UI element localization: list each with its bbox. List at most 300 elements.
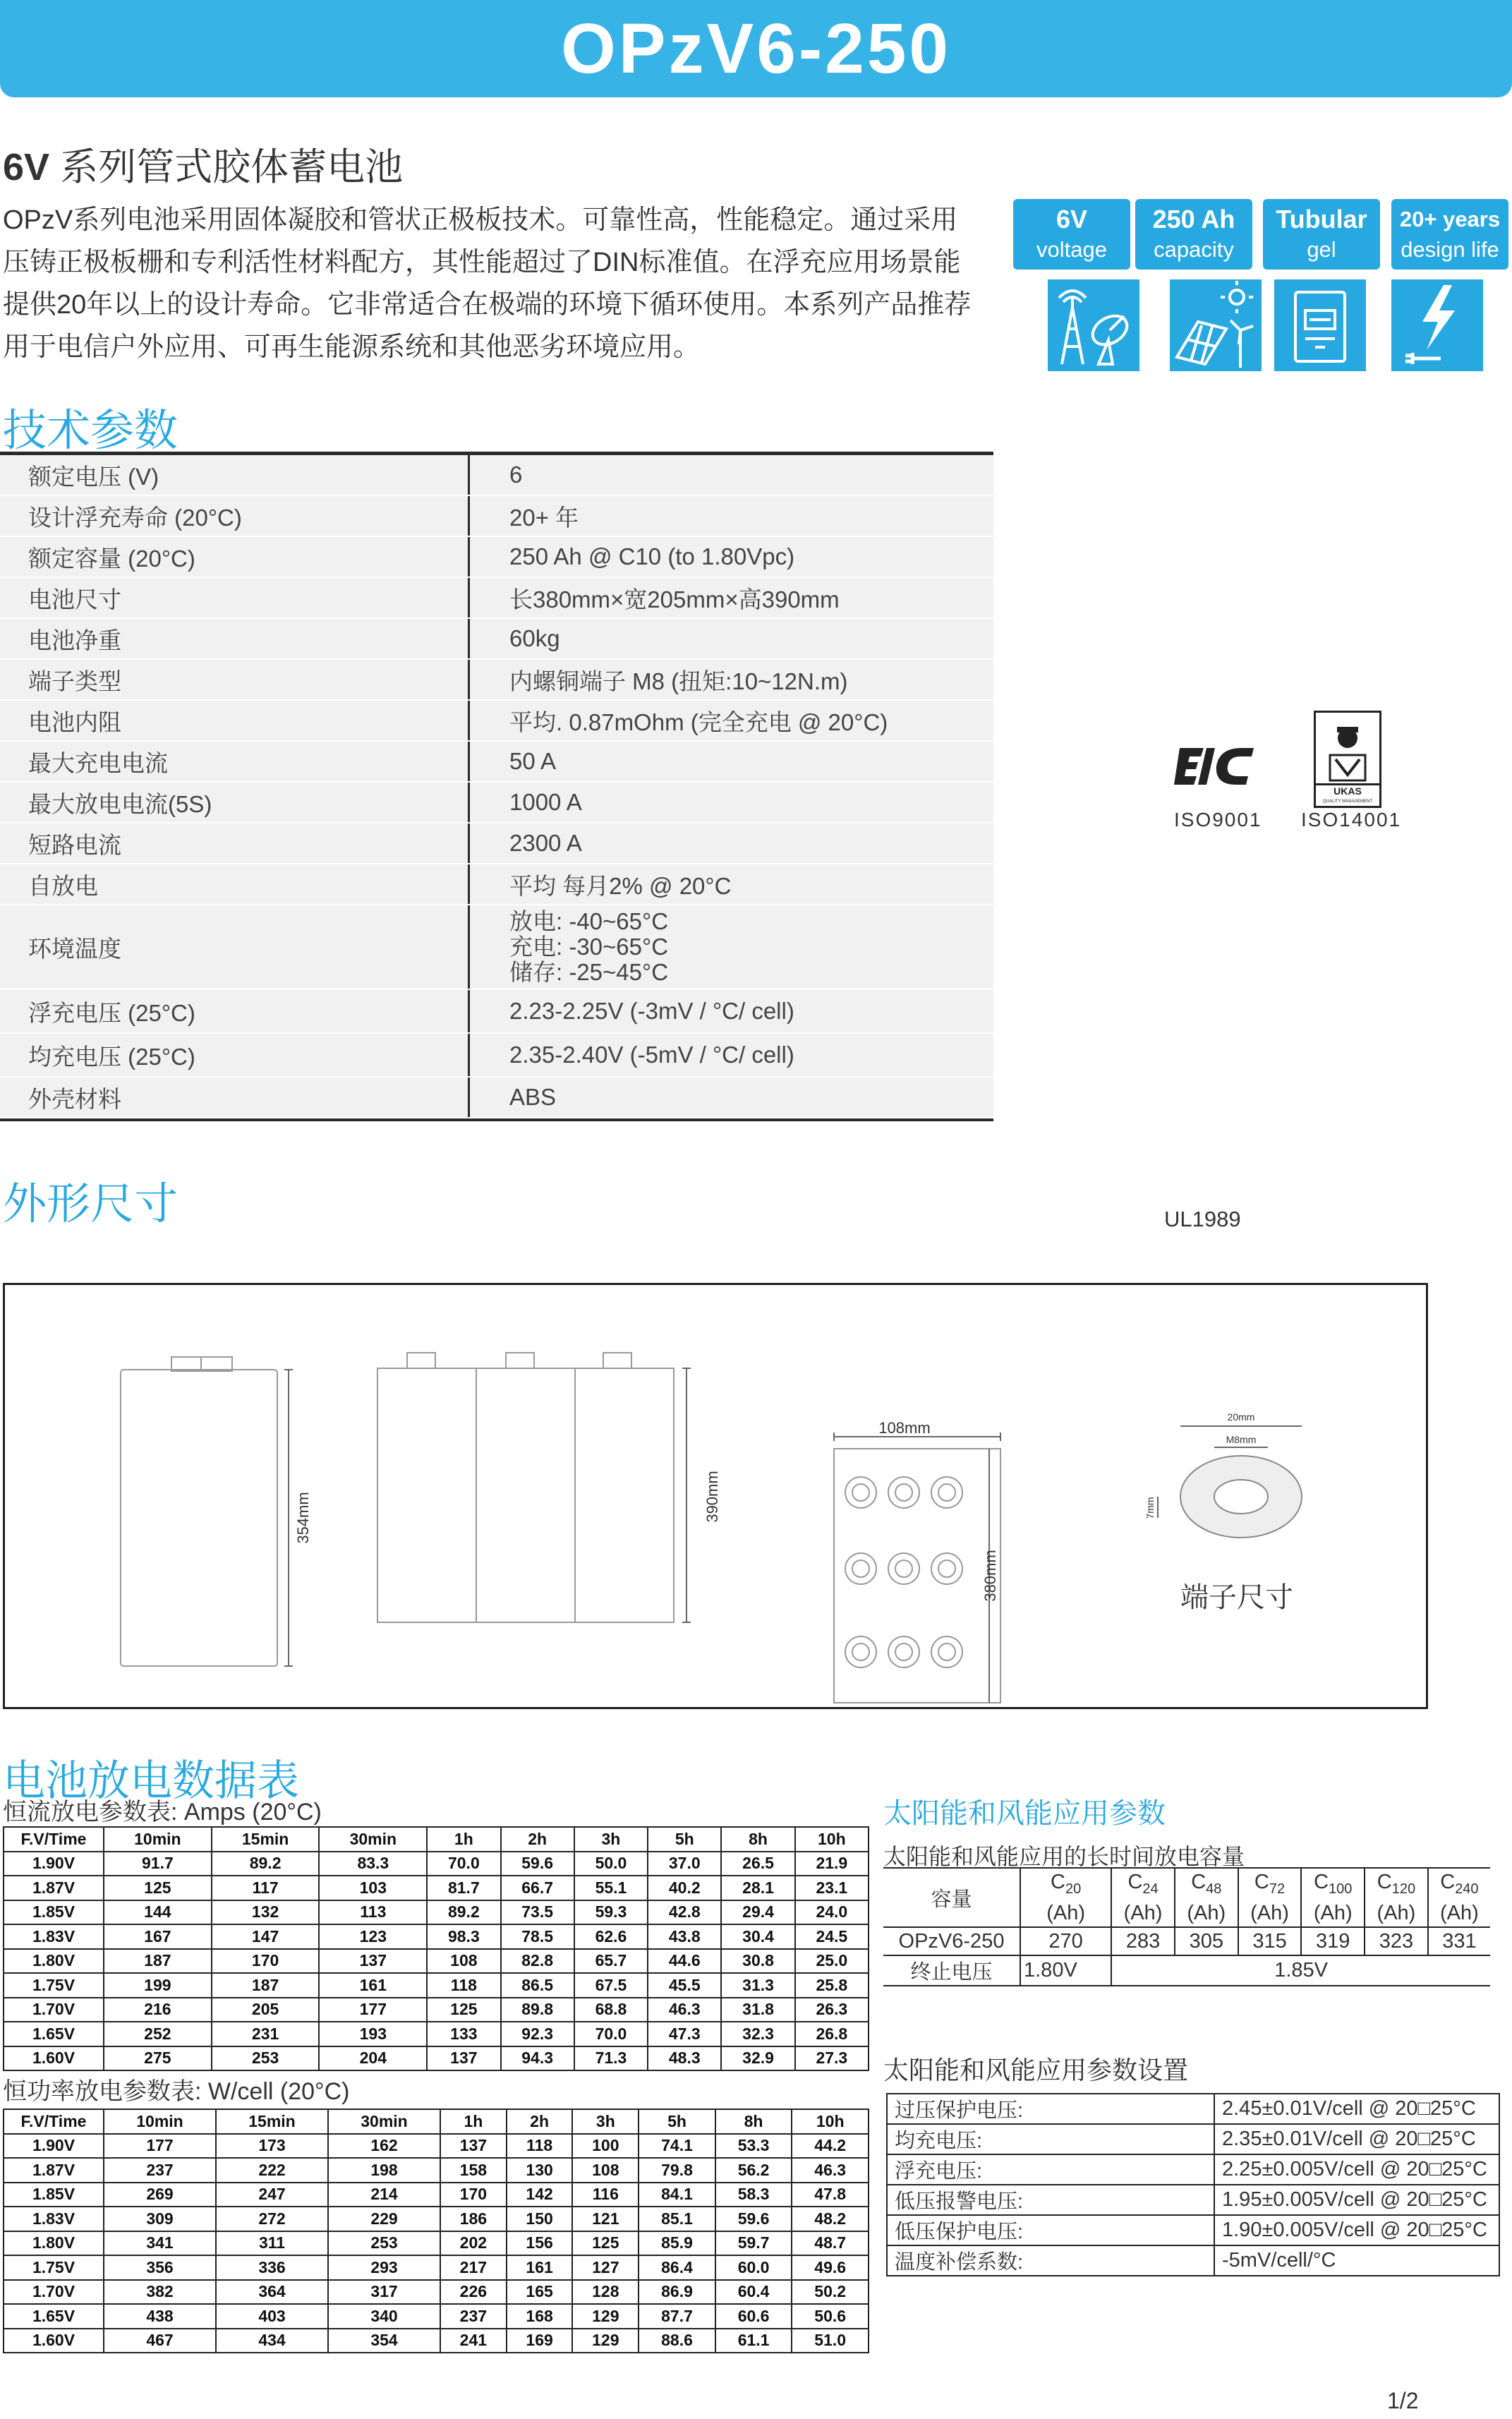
ukas-logo — [1314, 711, 1381, 808]
spec-value: 2.35-2.40V (-5mV / °C/ cell) — [509, 1042, 794, 1068]
setting-key: 温度补偿系数: — [887, 2245, 1214, 2276]
cell: 1.90V — [4, 2134, 104, 2159]
cell: 70.0 — [574, 2022, 648, 2046]
col-c24 — [1111, 1868, 1175, 1927]
cell: 144 — [104, 1900, 212, 1925]
col-header: 15min — [212, 1827, 320, 1852]
spec-key: 电池内阻 — [0, 701, 470, 740]
spec-key: 电池净重 — [0, 619, 470, 658]
cell: 48.3 — [648, 2046, 721, 2071]
cell: 73.5 — [501, 1900, 574, 1925]
col-c100 — [1301, 1868, 1365, 1927]
cell: 65.7 — [574, 1949, 648, 1974]
cell: 1.70V — [4, 2280, 104, 2305]
cell: 78.5 — [501, 1924, 574, 1949]
spec-row-max-charge — [0, 742, 993, 783]
col-sub: 20 — [1065, 1881, 1082, 1897]
cell: 253 — [212, 2046, 320, 2071]
table-row — [887, 2245, 1499, 2276]
height-390-label: 390mm — [703, 1471, 721, 1523]
col-c: C — [1127, 1871, 1143, 1894]
col-header: 30min — [328, 2109, 440, 2134]
cell: 161 — [507, 2255, 573, 2280]
col-sub: 72 — [1269, 1881, 1286, 1897]
end-voltage-rest: 1.85V — [1111, 1955, 1490, 1986]
cell: 293 — [328, 2255, 440, 2280]
battery-side-view — [377, 1368, 476, 1622]
cell: 269 — [104, 2183, 216, 2207]
col-header: 3h — [574, 1827, 648, 1852]
cell: 309 — [104, 2207, 216, 2231]
table-row — [4, 1924, 869, 1949]
col-c120 — [1365, 1868, 1428, 1927]
spec-row-resistance — [0, 701, 993, 742]
cell: 1.65V — [4, 2022, 104, 2046]
cell: 331 — [1428, 1927, 1490, 1955]
page-title: OPzV6-250 — [561, 9, 951, 88]
table-row — [883, 1955, 1490, 1986]
cell: 60.4 — [715, 2280, 792, 2305]
cell: 137 — [319, 1949, 427, 1974]
col-header: 1h — [440, 2109, 507, 2134]
col-header: 3h — [572, 2109, 639, 2134]
width-108-label: 108mm — [878, 1419, 931, 1437]
badge-capacity — [1135, 199, 1252, 270]
table-row — [4, 2255, 869, 2280]
col-header: 10min — [104, 1827, 212, 1852]
cell: 125 — [104, 1876, 212, 1900]
cell: 92.3 — [501, 2022, 574, 2046]
spec-value-temperature — [470, 905, 993, 989]
cell: 168 — [507, 2304, 573, 2329]
cell: 202 — [440, 2231, 507, 2256]
cell: 270 — [1020, 1927, 1111, 1955]
cell: 28.1 — [721, 1876, 794, 1900]
cell: 100 — [572, 2134, 639, 2159]
cell: 83.3 — [319, 1852, 427, 1876]
table-row — [887, 2215, 1499, 2245]
cell: 50.0 — [574, 1852, 648, 1876]
col-header: F.V/Time — [4, 2109, 104, 2134]
cell: 23.1 — [795, 1876, 869, 1900]
badge-voltage-label: voltage — [1036, 237, 1107, 262]
col-unit: (Ah) — [1187, 1901, 1226, 1924]
terminal-outer-label: 20mm — [1227, 1411, 1255, 1423]
spec-key: 端子类型 — [0, 660, 470, 699]
spec-key: 环境温度 — [0, 905, 470, 989]
cell: 156 — [507, 2231, 573, 2256]
table-header-row — [883, 1868, 1490, 1927]
badge-voltage — [1013, 199, 1130, 270]
cell: 43.8 — [648, 1924, 721, 1949]
settings-table — [886, 2093, 1500, 2276]
table-row — [4, 2304, 869, 2329]
cell: 147 — [212, 1924, 320, 1949]
cell: 125 — [427, 1998, 500, 2022]
col-header: 15min — [216, 2109, 328, 2134]
ukas-sub: QUALITY MANAGEMENT — [1322, 800, 1373, 804]
cell: 216 — [104, 1998, 212, 2022]
col-c: C — [1440, 1871, 1456, 1894]
cell: 169 — [507, 2329, 573, 2353]
temp-charge: 充电: -30~65°C — [509, 934, 669, 960]
col-header: 8h — [715, 2109, 792, 2134]
cell: 272 — [216, 2207, 328, 2231]
cell: 85.1 — [639, 2207, 715, 2231]
cell: 237 — [440, 2304, 507, 2329]
cell: 253 — [328, 2231, 440, 2256]
ul-label: UL1989 — [1164, 1207, 1241, 1231]
cell: 205 — [212, 1998, 320, 2022]
spec-value: 50 A — [509, 748, 557, 774]
cell: 158 — [440, 2158, 507, 2183]
cell: 150 — [507, 2207, 573, 2231]
cell: 1.60V — [4, 2329, 104, 2353]
col-c72 — [1238, 1868, 1302, 1927]
cell: 86.5 — [501, 1973, 574, 1998]
cell: 317 — [328, 2280, 440, 2305]
intro-paragraph: OPzV系列电池采用固体凝胶和管状正极板技术。可靠性高，性能稳定。通过采用压铸正极板栅和专利活性材料配方，其性能超过了DIN标准值。在浮充应用场景能提供20年以上的设计寿命。它非常适合在极端的环境下循环使用。本系列产品推荐用于电信户外应用、可再生能源系统和其他恶劣环境应用。 — [3, 205, 972, 362]
col-c240 — [1428, 1868, 1490, 1927]
spec-row-float — [0, 990, 993, 1034]
cell: 354 — [328, 2329, 440, 2353]
spec-row-max-discharge — [0, 783, 993, 824]
cell: 198 — [328, 2158, 440, 2183]
cell: 61.1 — [715, 2329, 792, 2353]
cell: 53.3 — [715, 2134, 792, 2159]
cell: 1.70V — [4, 1998, 104, 2022]
cell: 68.8 — [574, 1998, 648, 2022]
cell: 70.0 — [427, 1852, 500, 1876]
cell: 48.7 — [792, 2231, 869, 2256]
cell: 226 — [440, 2280, 507, 2305]
cell: 24.5 — [795, 1924, 869, 1949]
spec-row-terminal — [0, 660, 993, 701]
terminal-height-label: 7mm — [1144, 1497, 1156, 1519]
cell: 434 — [216, 2329, 328, 2353]
cell: 1.83V — [4, 1924, 104, 1949]
cell: 121 — [572, 2207, 639, 2231]
page-number: 1/2 — [1387, 2388, 1419, 2413]
cell: 46.3 — [648, 1998, 721, 2022]
badge-tubular-value: Tubular — [1276, 205, 1367, 234]
cell: 117 — [212, 1876, 320, 1900]
lightning-plug-icon — [1391, 279, 1483, 371]
cell: 341 — [104, 2231, 216, 2256]
table-row — [4, 2231, 869, 2256]
table-row — [4, 1949, 869, 1974]
col-unit: (Ah) — [1377, 1901, 1416, 1924]
badge-design-life — [1391, 199, 1508, 270]
depth-380-label: 380mm — [981, 1550, 999, 1602]
spec-key: 均充电压 (25°C) — [0, 1034, 470, 1076]
col-sub: 100 — [1329, 1881, 1353, 1897]
cell: 162 — [328, 2134, 440, 2159]
col-sub: 240 — [1455, 1881, 1479, 1897]
spec-row-weight — [0, 619, 993, 660]
setting-key: 低压报警电压: — [887, 2185, 1214, 2215]
solar-wind-icon — [1170, 279, 1262, 371]
solar-section-title: 太阳能和风能应用参数 — [883, 1798, 1166, 1829]
cell: 59.6 — [501, 1852, 574, 1876]
cell: 94.3 — [501, 2046, 574, 2071]
cell: 60.6 — [715, 2304, 792, 2329]
cell: 241 — [440, 2329, 507, 2353]
table-row — [887, 2094, 1499, 2124]
cell: 85.9 — [639, 2231, 715, 2256]
cell: 1.87V — [4, 1876, 104, 1900]
table-row — [887, 2124, 1499, 2154]
cell: 123 — [319, 1924, 427, 1949]
cell: 1.75V — [4, 1973, 104, 1998]
table-row — [4, 1998, 869, 2022]
cell: 315 — [1238, 1927, 1302, 1955]
cell: 29.4 — [721, 1900, 794, 1925]
cell: 59.3 — [574, 1900, 648, 1925]
spec-row-short-circuit — [0, 824, 993, 864]
cell: 58.3 — [715, 2183, 792, 2207]
iso14001-label: ISO14001 — [1301, 809, 1402, 831]
table-row — [4, 2207, 869, 2231]
cell: 49.6 — [792, 2255, 869, 2280]
table-row — [887, 2154, 1499, 2185]
cell: 118 — [507, 2134, 573, 2159]
col-header: 10h — [795, 1827, 869, 1852]
cell: 167 — [104, 1924, 212, 1949]
cell: 89.2 — [212, 1852, 320, 1876]
cell: 283 — [1111, 1927, 1175, 1955]
cell: 47.8 — [792, 2183, 869, 2207]
cell: 305 — [1175, 1927, 1238, 1955]
col-unit: (Ah) — [1046, 1901, 1085, 1924]
cell: 59.7 — [715, 2231, 792, 2256]
cell: 37.0 — [648, 1852, 721, 1876]
cell: 161 — [319, 1973, 427, 1998]
cell: 177 — [319, 1998, 427, 2022]
cell: 364 — [216, 2280, 328, 2305]
cell: 82.8 — [501, 1949, 574, 1974]
battery-front-view — [121, 1370, 277, 1666]
cell: 1.80V — [4, 1949, 104, 1974]
table-row — [887, 2185, 1499, 2215]
spec-value: 250 Ah @ C10 (to 1.80Vpc) — [509, 543, 795, 569]
badge-life-label: design life — [1401, 237, 1499, 262]
cell: 229 — [328, 2207, 440, 2231]
cell: 1.90V — [4, 1852, 104, 1876]
cell: 31.8 — [721, 1998, 794, 2022]
col-unit: (Ah) — [1123, 1901, 1163, 1924]
cell: 125 — [572, 2231, 639, 2256]
cell: 55.1 — [574, 1876, 648, 1900]
cell: 79.8 — [639, 2158, 715, 2183]
cell: 26.3 — [795, 1998, 869, 2022]
col-c: C — [1254, 1871, 1269, 1894]
end-voltage-label: 终止电压 — [883, 1955, 1020, 1986]
cell: 89.8 — [501, 1998, 574, 2022]
spec-key: 自放电 — [0, 864, 470, 904]
cell: 27.3 — [795, 2046, 869, 2071]
cell: 30.4 — [721, 1924, 794, 1949]
cell: 47.3 — [648, 2022, 721, 2046]
constant-current-title: 恒流放电参数表: Amps (20°C) — [3, 1799, 322, 1826]
col-header: 10min — [104, 2109, 216, 2134]
spec-key: 额定容量 (20°C) — [0, 537, 470, 577]
cell: 237 — [104, 2158, 216, 2183]
terminal-size-label: 端子尺寸 — [1180, 1582, 1293, 1613]
col-header: F.V/Time — [4, 1827, 104, 1852]
setting-value: -5mV/cell/°C — [1214, 2245, 1499, 2276]
cell: 86.9 — [639, 2280, 715, 2305]
spec-value: ABS — [509, 1084, 557, 1110]
setting-value: 1.95±0.005V/cell @ 20□25°C — [1214, 2185, 1499, 2215]
cell: 127 — [572, 2255, 639, 2280]
cell: 231 — [212, 2022, 320, 2046]
iso9001-label: ISO9001 — [1174, 809, 1262, 831]
cell: 142 — [507, 2183, 573, 2207]
table-row — [4, 2134, 869, 2159]
battery-cabinet-icon — [1274, 279, 1366, 371]
cell: 403 — [216, 2304, 328, 2329]
spec-section-title: 技术参数 — [3, 406, 179, 455]
telecom-tower-icon — [1048, 279, 1139, 371]
cell: 26.8 — [795, 2022, 869, 2046]
subtitle-voltage: 6V — [3, 146, 50, 188]
col-sub: 24 — [1142, 1881, 1159, 1897]
table-row — [4, 1852, 869, 1876]
spec-value: 平均 每月2% @ 20°C — [509, 872, 732, 899]
col-c: C — [1051, 1871, 1065, 1894]
ukas-wordmark: UKAS — [1333, 785, 1362, 797]
badge-capacity-value: 250 Ah — [1152, 205, 1235, 234]
cell: 199 — [104, 1973, 212, 1998]
cell: 42.8 — [648, 1900, 721, 1925]
spec-key: 短路电流 — [0, 824, 470, 863]
table-row — [4, 2022, 869, 2046]
cell: 32.3 — [721, 2022, 794, 2046]
spec-key: 设计浮充寿命 (20°C) — [0, 496, 470, 536]
eic-logo — [1173, 744, 1263, 789]
col-sub: 48 — [1206, 1881, 1222, 1897]
cell: 32.9 — [721, 2046, 794, 2071]
capacity-label: 容量 — [883, 1868, 1020, 1927]
col-header: 1h — [427, 1827, 500, 1852]
cell: 1.85V — [4, 1900, 104, 1925]
table-row — [883, 1927, 1490, 1955]
cell: 44.2 — [792, 2134, 869, 2159]
cell: 50.6 — [792, 2304, 869, 2329]
dims-section-title: 外形尺寸 — [3, 1180, 179, 1229]
spec-row-case — [0, 1078, 993, 1118]
cell: 1.65V — [4, 2304, 104, 2329]
spec-key: 最大放电电流(5S) — [0, 783, 470, 822]
cell: 1.85V — [4, 2183, 104, 2207]
cell: 1.80V — [4, 2231, 104, 2256]
col-header: 2h — [501, 1827, 574, 1852]
spec-value: 长380mm×宽205mm×高390mm — [509, 586, 840, 613]
cell: 24.0 — [795, 1900, 869, 1925]
cell: 91.7 — [104, 1852, 212, 1876]
cell: 130 — [507, 2158, 573, 2183]
col-header: 5h — [639, 2109, 715, 2134]
cell: 66.7 — [501, 1876, 574, 1900]
col-c20 — [1020, 1868, 1111, 1927]
cell: 59.6 — [715, 2207, 792, 2231]
badge-life-value: 20+ years — [1399, 207, 1501, 231]
cell: 170 — [440, 2183, 507, 2207]
cell: 74.1 — [639, 2134, 715, 2159]
terminal-inner-label: M8mm — [1226, 1434, 1257, 1445]
cell: 60.0 — [715, 2255, 792, 2280]
col-header: 5h — [648, 1827, 721, 1852]
cell: 133 — [427, 2022, 500, 2046]
col-unit: (Ah) — [1313, 1901, 1353, 1924]
solar-capacity-table — [883, 1867, 1490, 1986]
cell: 1.83V — [4, 2207, 104, 2231]
spec-row-capacity — [0, 537, 993, 578]
cell: 86.4 — [639, 2255, 715, 2280]
spec-row-voltage — [0, 455, 993, 496]
spec-table — [0, 452, 993, 1121]
table-row — [4, 1973, 869, 1998]
table-row — [4, 1900, 869, 1925]
badge-tubular-label: gel — [1307, 237, 1336, 262]
cell: 214 — [328, 2183, 440, 2207]
cell: 31.3 — [721, 1973, 794, 1998]
table-row — [4, 2280, 869, 2305]
table-row — [4, 1876, 869, 1900]
cell: 56.2 — [715, 2158, 792, 2183]
col-c: C — [1191, 1871, 1206, 1894]
setting-key: 低压保护电压: — [887, 2215, 1214, 2245]
col-header: 2h — [507, 2109, 573, 2134]
cell: 170 — [212, 1949, 320, 1974]
cell: 108 — [572, 2158, 639, 2183]
cell: 46.3 — [792, 2158, 869, 2183]
spec-row-size — [0, 578, 993, 619]
spec-row-equalize — [0, 1034, 993, 1078]
spec-row-temperature — [0, 905, 993, 990]
constant-current-table — [3, 1826, 869, 2071]
cell: 103 — [319, 1876, 427, 1900]
col-sub: 120 — [1391, 1881, 1416, 1897]
cell: 252 — [104, 2022, 212, 2046]
spec-value: 1000 A — [509, 789, 582, 815]
solar-subtitle: 太阳能和风能应用的长时间放电容量 — [883, 1844, 1245, 1869]
setting-value: 2.25±0.005V/cell @ 20□25°C — [1214, 2154, 1499, 2185]
setting-key: 过压保护电压: — [887, 2094, 1214, 2124]
spec-value: 2.23-2.25V (-3mV / °C/ cell) — [509, 998, 794, 1024]
cell: 132 — [212, 1900, 320, 1925]
cell: 340 — [328, 2304, 440, 2329]
setting-value: 1.90±0.005V/cell @ 20□25°C — [1214, 2215, 1499, 2245]
table-header-row — [4, 2109, 869, 2134]
table-row — [4, 2329, 869, 2353]
cell: 319 — [1301, 1927, 1365, 1955]
spec-key: 电池尺寸 — [0, 578, 470, 617]
cell: 50.2 — [792, 2280, 869, 2305]
spec-value: 60kg — [509, 625, 560, 651]
col-unit: (Ah) — [1250, 1901, 1289, 1924]
col-c: C — [1314, 1871, 1329, 1894]
cell: 1.60V — [4, 2046, 104, 2071]
spec-key: 最大充电电流 — [0, 742, 470, 781]
spec-key: 外壳材料 — [0, 1078, 470, 1117]
badge-tubular — [1263, 199, 1380, 270]
constant-power-table — [3, 2109, 869, 2353]
model-cell: OPzV6-250 — [883, 1927, 1020, 1955]
spec-key: 额定电压 (V) — [0, 455, 470, 495]
cell: 81.7 — [427, 1876, 500, 1900]
